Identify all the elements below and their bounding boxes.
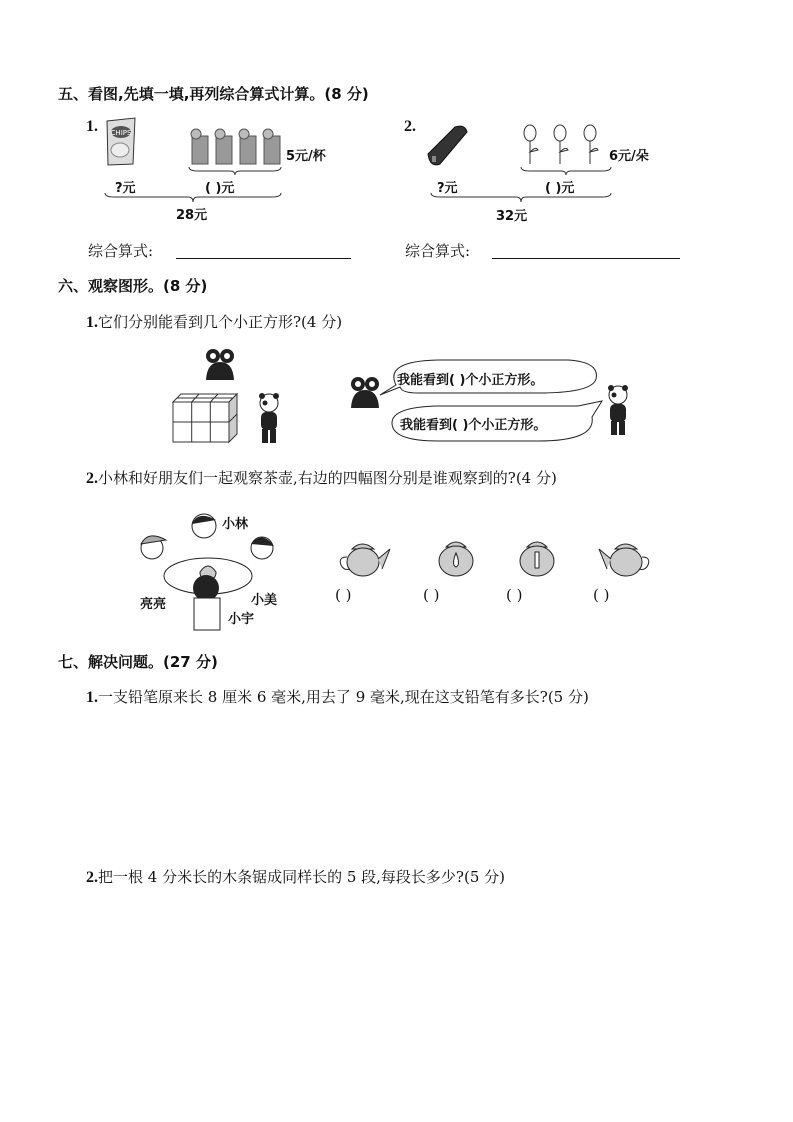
teapot-spout-right-icon <box>338 535 392 579</box>
q6-2-text <box>86 467 557 488</box>
teapot-front-spout-icon <box>517 535 557 579</box>
name-liangliang: 亮亮 <box>140 597 167 612</box>
brace-total-1 <box>104 192 282 204</box>
frog-icon <box>203 348 237 382</box>
q7-2-number: 2. <box>86 869 98 886</box>
name-xiaoyu: 小宇 <box>228 612 255 627</box>
brace-total-2 <box>430 192 612 204</box>
name-xiaomei: 小美 <box>251 593 278 608</box>
brace-cups <box>188 166 282 176</box>
q7-1-number: 1. <box>86 689 98 706</box>
blank-2[interactable]: ( )元 <box>545 181 575 196</box>
teapot-answer-2[interactable]: ( ) <box>423 586 440 604</box>
q6-1-number: 1. <box>86 314 98 331</box>
name-xiaolin: 小林 <box>222 517 249 532</box>
q7-1-answer-area[interactable] <box>86 712 706 862</box>
teapot-front-handle-icon <box>436 535 476 579</box>
formula-label-2: 综合算式: <box>405 242 471 260</box>
teapot-answer-3[interactable]: ( ) <box>506 586 523 604</box>
unit-price-2: 6元/朵 <box>609 149 649 164</box>
panda-icon-2 <box>605 385 631 437</box>
problem1-number: 1. <box>86 118 98 135</box>
pencil-case-icon <box>425 124 469 168</box>
q6-2-question: 小林和好朋友们一起观察茶壶,右边的四幅图分别是谁观察到的?(4 分) <box>98 469 557 487</box>
q6-1-text <box>86 311 342 332</box>
bubble-panda-text: 我能看到( )个小正方形。 <box>400 418 547 433</box>
q7-1-text <box>86 686 589 707</box>
q6-1-question: 它们分别能看到几个小正方形?(4 分) <box>98 313 343 331</box>
unknown-price-1: ?元 <box>115 181 136 196</box>
q7-2-question: 把一根 4 分米长的木条锯成同样长的 5 段,每段长多少?(5 分) <box>98 868 505 886</box>
q6-2-number: 2. <box>86 470 98 487</box>
total-1: 28元 <box>176 208 208 223</box>
q7-1-question: 一支铅笔原来长 8 厘米 6 毫米,用去了 9 毫米,现在这支铅笔有多长?(5 分) <box>98 688 589 706</box>
q7-2-text <box>86 866 505 887</box>
unknown-price-2: ?元 <box>437 181 458 196</box>
chips-logo: CHIPS <box>110 129 132 137</box>
panda-icon <box>256 393 282 445</box>
formula-input-1[interactable] <box>176 258 351 259</box>
kids-around-table-illustration <box>138 508 278 632</box>
frog-icon-2 <box>348 376 382 410</box>
teapot-spout-left-icon <box>597 535 651 579</box>
section7-heading: 七、解决问题。(27 分) <box>58 653 218 671</box>
bubble-frog-text: 我能看到( )个小正方形。 <box>397 373 544 388</box>
blank-1[interactable]: ( )元 <box>205 181 235 196</box>
teapot-answer-4[interactable]: ( ) <box>593 586 610 604</box>
problem2-number: 2. <box>404 118 416 135</box>
formula-label-1: 综合算式: <box>88 242 154 260</box>
section5-heading: 五、看图,先填一填,再列综合算式计算。(8 分) <box>58 85 369 103</box>
unit-price-1: 5元/杯 <box>286 149 326 164</box>
total-2: 32元 <box>496 209 528 224</box>
cube-stack-icon <box>172 393 238 443</box>
teapot-answer-1[interactable]: ( ) <box>335 586 352 604</box>
chips-bag-icon <box>105 118 137 166</box>
formula-input-2[interactable] <box>492 258 680 259</box>
brace-roses <box>520 166 612 176</box>
section6-heading: 六、观察图形。(8 分) <box>58 277 208 295</box>
roses-icon <box>520 124 602 166</box>
q7-2-answer-area[interactable] <box>86 892 706 1092</box>
juice-cups-icon <box>190 128 282 166</box>
